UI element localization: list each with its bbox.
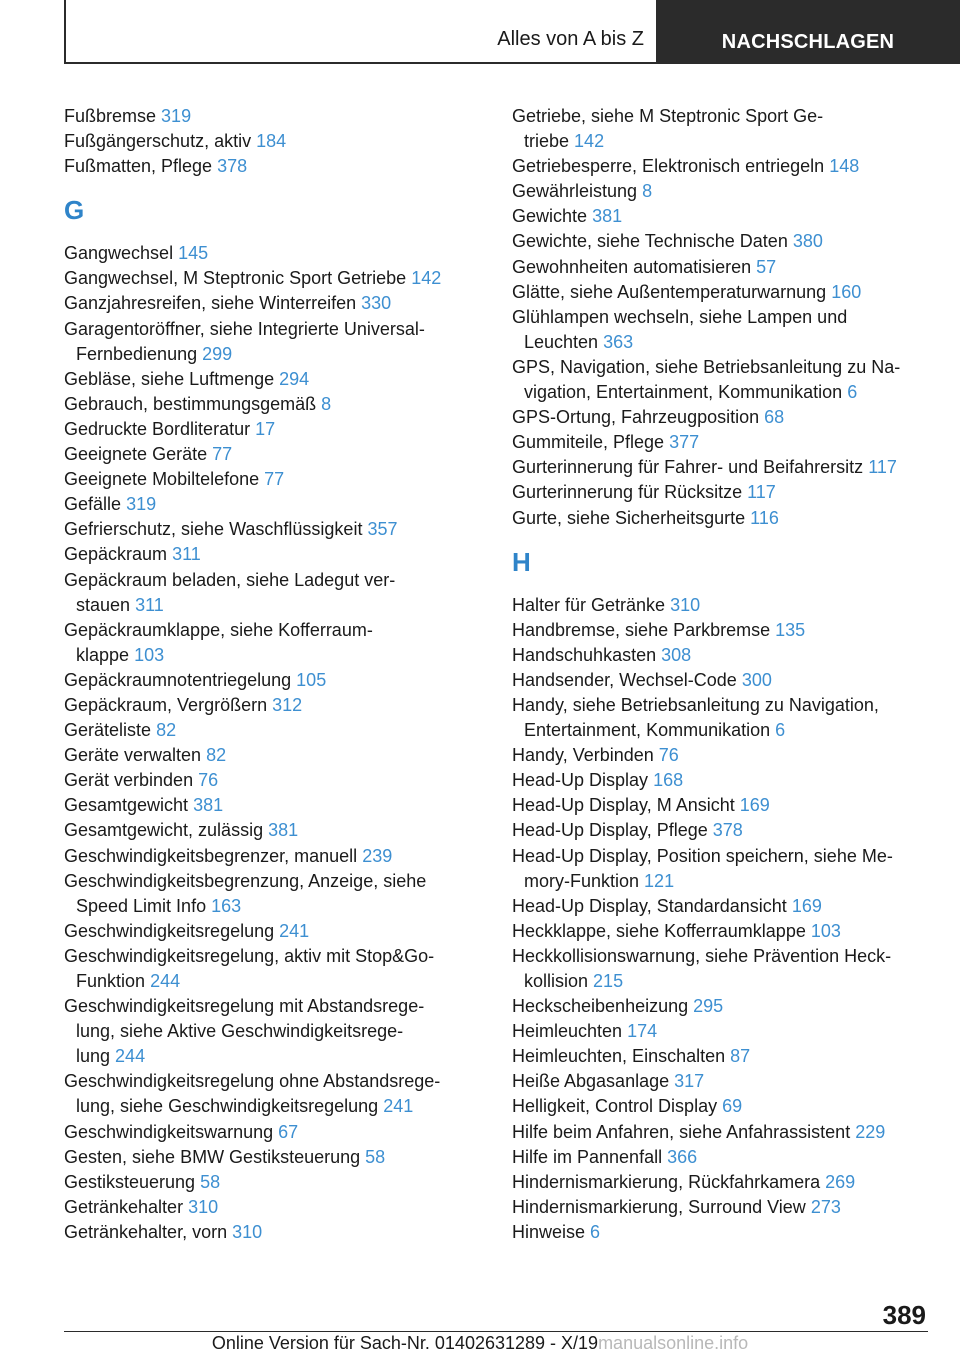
page-reference-link[interactable]: 142 [574,131,605,152]
page-reference-link[interactable]: 6 [590,1221,601,1242]
index-entry-text: Heckklappe, siehe Kofferraumklappe [512,920,806,941]
index-entry [512,280,928,305]
page-reference-link[interactable]: 135 [775,619,806,640]
page-reference-link[interactable]: 103 [810,920,841,941]
index-entry-text: Gewichte, siehe Technische Daten [512,231,788,252]
index-entry [512,618,928,643]
index-entry-text: Gesamtgewicht, zulässig [64,820,264,841]
index-entry-text: GPS, Navigation, siehe Betriebsanleitung zu Na- [512,356,901,377]
page-reference-link[interactable]: 148 [829,156,860,177]
page-reference-link[interactable]: 17 [255,418,276,439]
index-entry [64,467,474,492]
index-entry [512,1069,928,1094]
index-entry-text: Gewohnheiten automatisieren [512,256,752,277]
page-reference-link[interactable]: 77 [264,469,285,490]
page-reference-link[interactable]: 377 [669,432,700,453]
index-entry-text: Glühlampen wechseln, siehe Lampen und [512,306,848,327]
index-entry [64,869,474,919]
index-entry [512,693,928,743]
page-reference-link[interactable]: 239 [362,845,393,866]
page-reference-link[interactable]: 241 [383,1096,414,1117]
index-entry [64,1120,474,1145]
index-entry-text: Head-Up Display, Standardansicht [512,895,787,916]
page-reference-link[interactable]: 308 [661,644,692,665]
index-entry-text: Hilfe beim Anfahren, siehe Anfahrassistent [512,1121,851,1142]
index-entry [64,693,474,718]
index-entry-text: Geeignete Mobiltelefone [64,469,260,490]
page-reference-link[interactable]: 366 [667,1146,698,1167]
index-entry-text: Gesten, siehe BMW Gestiksteuerung [64,1146,361,1167]
index-entry [64,417,474,442]
index-entry-text: Ganzjahresreifen, siehe Winterreifen [64,293,357,314]
index-entry-text: Getriebe, siehe M Steptronic Sport Ge- [512,106,824,126]
index-entry [512,1019,928,1044]
index-entry-text: Handy, siehe Betriebsanleitung zu Navigation, [512,694,879,715]
page-reference-link[interactable]: 378 [712,820,743,841]
index-entry [512,154,928,179]
index-entry-continuation: klappe [76,644,130,665]
page-reference-link[interactable]: 87 [730,1046,751,1067]
index-entry-text: Gebrauch, bestimmungsgemäß [64,393,317,414]
index-entry [512,1094,928,1119]
index-entry [64,154,474,179]
index-entry-text: Gurterinnerung für Fahrer- und Beifahrersitz [512,457,864,478]
watermark: manualsonline.info [598,1333,749,1353]
page-reference-link[interactable]: 229 [855,1121,886,1142]
index-entry-text: Geräteliste [64,720,152,741]
page-reference-link[interactable]: 160 [831,281,862,302]
index-entry-text: Gestiksteuerung [64,1171,196,1192]
index-entry-continuation: mory-Funktion [524,870,640,891]
page-reference-link[interactable]: 76 [658,745,679,766]
index-entry [64,392,474,417]
page-reference-link[interactable]: 58 [365,1146,386,1167]
index-entry-text: Heimleuchten [512,1021,623,1042]
index-entry-text: Gepäckraumklappe, siehe Kofferraum- [64,619,373,640]
index-entry-continuation: lung [76,1046,111,1067]
page-reference-link[interactable]: 105 [296,669,327,690]
index-entry [512,1044,928,1069]
header-bottom-rule [64,62,656,64]
page-reference-link[interactable]: 117 [868,457,897,478]
page-reference-link[interactable]: 117 [747,482,776,503]
page-reference-link[interactable]: 6 [847,382,858,403]
index-entry-continuation: Leuchten [524,331,599,352]
index-entry-text: Geeignete Geräte [64,444,208,465]
index-entry-continuation: lung, siehe Aktive Geschwindigkeitsrege- [76,1021,404,1042]
page-reference-link[interactable]: 310 [670,594,701,615]
index-entry [64,367,474,392]
index-entry [64,291,474,316]
index-entry [512,355,928,405]
page-reference-link[interactable]: 68 [764,407,785,428]
page-reference-link[interactable]: 121 [644,870,675,891]
page-reference-link[interactable]: 142 [411,268,442,289]
index-entry [512,229,928,254]
index-entry-text: Gewichte [512,206,588,227]
page-reference-link[interactable]: 116 [750,507,779,528]
page-reference-link[interactable]: 311 [172,544,201,565]
page-reference-link[interactable]: 58 [200,1171,221,1192]
index-letter-heading: H [512,546,531,577]
index-entry [64,266,474,291]
index-entry-text: Geschwindigkeitsregelung [64,920,275,941]
index-entry-continuation: Funktion [76,971,146,991]
index-entry-text: Gummiteile, Pflege [512,432,665,453]
index-entry-text: Gangwechsel, M Steptronic Sport Getriebe [64,268,407,289]
index-entry [512,455,928,480]
index-entry-text: Hilfe im Pannenfall [512,1146,663,1167]
page-reference-link[interactable]: 295 [693,996,724,1017]
page-reference-link[interactable]: 67 [278,1121,299,1142]
index-entry-text: Head-Up Display, Position speichern, siehe Me- [512,845,893,866]
index-entry-text: Heckkollisionswarnung, siehe Prävention Heck- [512,945,892,966]
footer [0,1333,960,1354]
index-entry-text: Gepäckraumnotentriegelung [64,669,292,690]
index-entry-text: Gesamtgewicht [64,795,189,816]
index-entry-text: Glätte, siehe Außentemperaturwarnung [512,281,827,302]
page-reference-link[interactable]: 69 [722,1096,743,1117]
index-entry [64,492,474,517]
page-reference-link[interactable]: 319 [161,106,192,126]
index-entry-continuation: Speed Limit Info [76,895,207,916]
index-entry [512,179,928,204]
index-entry-text: Hindernismarkierung, Surround View [512,1196,806,1217]
index-entry [512,1195,928,1220]
page-reference-link[interactable]: 168 [653,770,684,791]
page-reference-link[interactable]: 76 [198,770,219,791]
page-reference-link[interactable]: 378 [217,156,248,177]
index-entry-text: Gebläse, siehe Luftmenge [64,368,275,389]
index-entry-text: Geräte verwalten [64,745,202,766]
chapter-tab: NACHSCHLAGEN [656,0,960,64]
index-entry-text: Handschuhkasten [512,644,657,665]
page-reference-link[interactable]: 319 [126,494,157,515]
index-entry [512,1220,928,1245]
index-entry [64,241,474,266]
index-entry [64,1145,474,1170]
page-reference-link[interactable]: 184 [256,131,287,152]
index-entry [512,506,928,531]
index-entry-text: Geschwindigkeitsbegrenzer, manuell [64,845,358,866]
page-reference-link[interactable]: 310 [188,1196,219,1217]
page-reference-link[interactable]: 103 [134,644,165,665]
index-entry [512,818,928,843]
index-entry [512,793,928,818]
index-entry-continuation: Fernbedienung [76,343,198,364]
index-entry-text: Garagentoröffner, siehe Integrierte Universal- [64,318,425,339]
index-entry-text: Gurte, siehe Sicherheitsgurte [512,507,746,528]
index-entry-text: Fußgängerschutz, aktiv [64,131,252,152]
index-entry [512,768,928,793]
index-entry [512,480,928,505]
page-reference-link[interactable]: 273 [810,1196,841,1217]
index-entry-text: Geschwindigkeitsbegrenzung, Anzeige, siehe [64,870,427,891]
index-entry [512,919,928,944]
page-reference-link[interactable]: 169 [791,895,822,916]
index-entry [64,1170,474,1195]
page-reference-link[interactable]: 381 [193,795,224,816]
index-entry [64,568,474,618]
page-reference-link[interactable]: 330 [361,293,392,314]
index-entry-text: Getränkehalter, vorn [64,1221,228,1242]
page-reference-link[interactable]: 381 [592,206,623,227]
page-reference-link[interactable]: 215 [593,971,624,991]
index-entry-text: Gewährleistung [512,181,638,202]
index-entry [64,994,474,1069]
page-reference-link[interactable]: 77 [212,444,233,465]
index-entry [512,668,928,693]
index-column-right [512,104,928,1245]
index-entry-continuation: kollision [524,971,589,991]
index-entry-text: Hinweise [512,1221,586,1242]
index-entry-text: Geschwindigkeitsregelung mit Abstandsrege- [64,996,425,1017]
index-entry-text: Fußmatten, Pflege [64,156,213,177]
index-entry-text: Gefrierschutz, siehe Waschflüssigkeit [64,519,363,540]
header-left-rule [64,0,66,64]
page-reference-link[interactable]: 163 [211,895,242,916]
page-reference-link[interactable]: 381 [268,820,299,841]
index-entry [64,618,474,668]
page-reference-link[interactable]: 294 [279,368,310,389]
index-entry [64,1195,474,1220]
index-entry [64,768,474,793]
index-entry-text: Gangwechsel [64,243,174,264]
page-reference-link[interactable]: 244 [115,1046,146,1067]
page-reference-link[interactable]: 269 [825,1171,856,1192]
index-entry [64,944,474,994]
index-entry [512,944,928,994]
index-entry-text: Gefälle [64,494,122,515]
index-entry [512,1120,928,1145]
page-reference-link[interactable]: 169 [739,795,770,816]
index-entry-text: Gurterinnerung für Rücksitze [512,482,743,503]
page-reference-link[interactable]: 174 [627,1021,658,1042]
index-entry [512,104,928,154]
index-entry-text: Heiße Abgasanlage [512,1071,670,1092]
index-entry-continuation: lung, siehe Geschwindigkeitsregelung [76,1096,379,1117]
index-entry [64,517,474,542]
index-entry-continuation: Entertainment, Kommunikation [524,720,771,741]
page-reference-link[interactable]: 357 [367,519,398,540]
page-number: 389 [882,1300,926,1330]
footer-text: Online Version für Sach-Nr. 01402631289 - X/19 [211,1333,599,1353]
index-entry [512,1170,928,1195]
index-entry [512,430,928,455]
section-title: Alles von A bis Z [497,28,644,50]
page-reference-link[interactable]: 8 [642,181,653,202]
page-reference-link[interactable]: 299 [202,343,233,364]
index-entry [512,405,928,430]
page-reference-link[interactable]: 311 [135,594,164,615]
index-entry-text: Handsender, Wechsel-Code [512,669,737,690]
index-entry [64,919,474,944]
index-entry [64,542,474,567]
index-entry-text: Head-Up Display, Pflege [512,820,708,841]
page-reference-link[interactable]: 380 [792,231,823,252]
index-entry-text: Heimleuchten, Einschalten [512,1046,726,1067]
index-entry [64,793,474,818]
index-entry [64,818,474,843]
page-reference-link[interactable]: 312 [272,694,303,715]
index-entry-text: Hindernismarkierung, Rückfahrkamera [512,1171,821,1192]
index-entry-text: Gerät verbinden [64,770,194,791]
index-entry [64,1220,474,1245]
index-entry [512,204,928,229]
index-entry [64,442,474,467]
page-reference-link[interactable]: 241 [279,920,310,941]
index-entry-continuation: stauen [76,594,131,615]
index-entry-text: Helligkeit, Control Display [512,1096,718,1117]
index-entry [512,255,928,280]
page-reference-link[interactable]: 363 [603,331,634,352]
index-entry [64,743,474,768]
page-reference-link[interactable]: 310 [232,1221,263,1242]
index-entry [512,593,928,618]
index-entry [512,1145,928,1170]
index-entry [512,305,928,355]
index-entry-text: Halter für Getränke [512,594,666,615]
index-entry [512,844,928,894]
index-entry-text: Head-Up Display [512,770,649,791]
index-entry-text: GPS-Ortung, Fahrzeugposition [512,407,760,428]
page-reference-link[interactable]: 8 [321,393,332,414]
index-entry-text: Gepäckraum beladen, siehe Ladegut ver- [64,569,396,590]
index-entry-text: Handy, Verbinden [512,745,654,766]
index-entry [64,668,474,693]
page-reference-link[interactable]: 145 [178,243,209,264]
index-entry [64,129,474,154]
page-reference-link[interactable]: 57 [756,256,777,277]
index-entry [64,844,474,869]
index-entry-text: Geschwindigkeitsregelung ohne Abstandsrege- [64,1071,441,1092]
index-entry-text: Gepäckraum, Vergrößern [64,694,268,715]
index-entry-continuation: triebe [524,131,570,152]
index-entry-text: Fußbremse [64,106,157,126]
index-entry-text: Getränkehalter [64,1196,184,1217]
index-entry [64,104,474,129]
index-entry-text: Handbremse, siehe Parkbremse [512,619,771,640]
page-reference-link[interactable]: 317 [674,1071,705,1092]
page-reference-link[interactable]: 300 [741,669,772,690]
footer-rule [64,1331,928,1332]
index-entry-text: Getriebesperre, Elektronisch entriegeln [512,156,825,177]
index-entry-text: Geschwindigkeitswarnung [64,1121,274,1142]
index-entry-text: Geschwindigkeitsregelung, aktiv mit Stop&Go- [64,945,435,966]
index-entry [64,718,474,743]
page-reference-link[interactable]: 82 [206,745,227,766]
page-reference-link[interactable]: 82 [156,720,177,741]
index-entry [64,317,474,367]
index-entry [512,643,928,668]
index-entry-continuation: vigation, Entertainment, Kommunikation [524,382,843,403]
page-reference-link[interactable]: 6 [775,720,786,741]
index-entry-text: Head-Up Display, M Ansicht [512,795,735,816]
index-entry [512,743,928,768]
index-column-left [64,104,474,1245]
index-entry [512,894,928,919]
index-entry-text: Gedruckte Bordliteratur [64,418,251,439]
index-entry-text: Gepäckraum [64,544,168,565]
index-entry [512,994,928,1019]
page-reference-link[interactable]: 244 [150,971,181,991]
index-entry-text: Heckscheibenheizung [512,996,689,1017]
index-letter-heading: G [64,195,85,226]
index-entry [64,1069,474,1119]
